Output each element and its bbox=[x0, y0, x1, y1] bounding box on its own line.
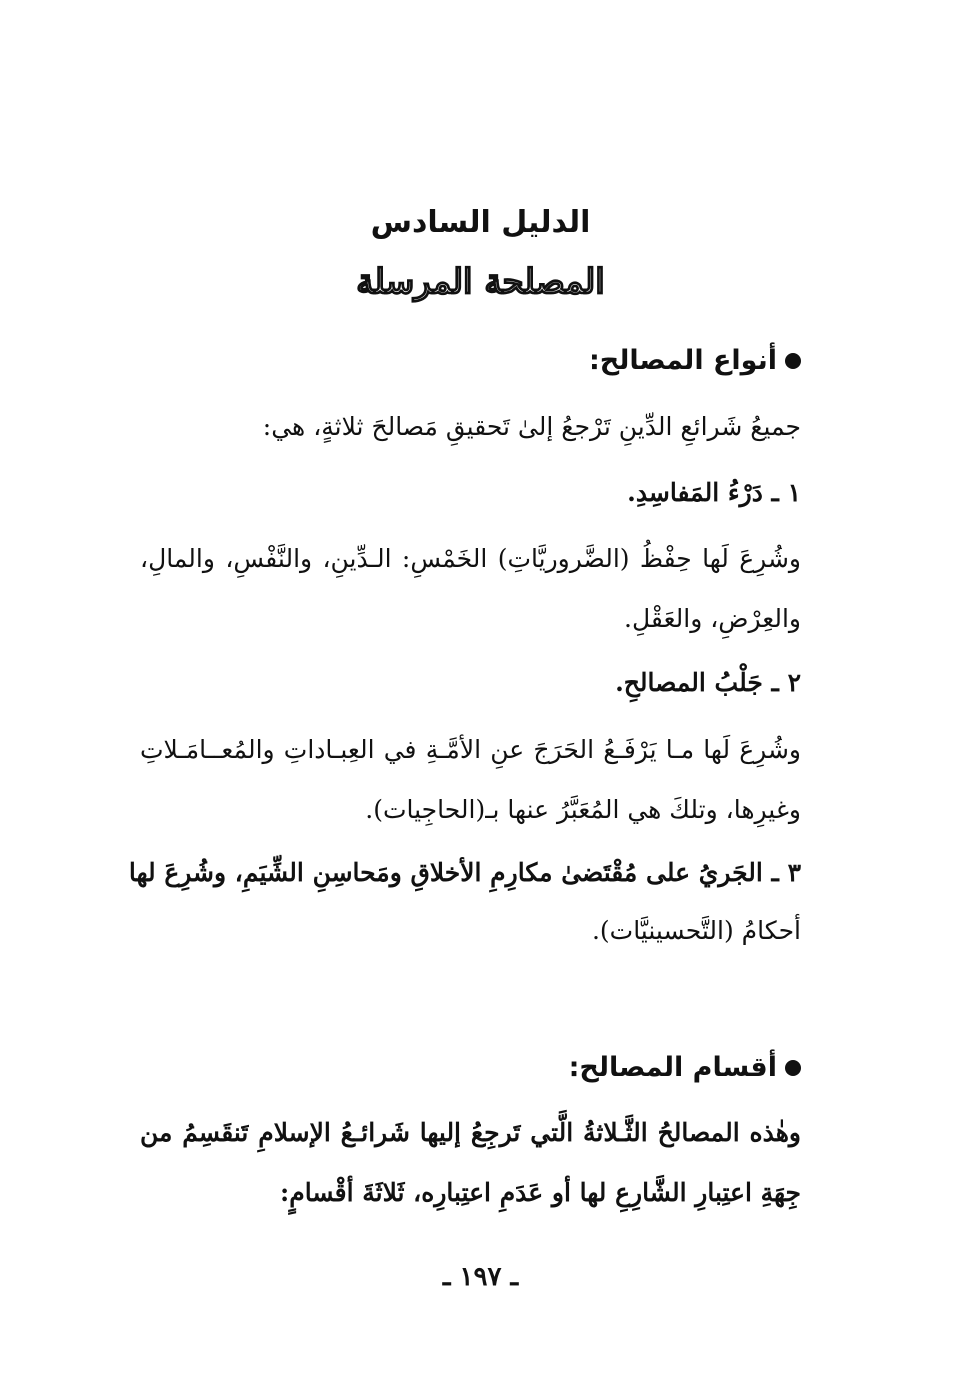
section-heading-types bbox=[589, 345, 801, 376]
item-2-text-line-2: وغيرِها، وتلكَ هي المُعَبَّرُ عنها بـ(الحاجِيات). bbox=[365, 795, 801, 824]
paragraph-intro: جميعُ شَرائعِ الدِّينِ تَرْجعُ إلىٰ تَحقيقِ مَصالحَ ثلاثةٍ، هي: bbox=[262, 412, 801, 441]
item-2-title: ٢ ـ جَلْبُ المصالحِ. bbox=[615, 668, 801, 697]
paragraph-divisions-line-2: جِهَةِ اعتِبارِ الشَّارِعِ لها أو عَدَمِ اعتِبارِه، ثَلاثَةَ أقْسامٍ: bbox=[280, 1178, 801, 1207]
item-2-text-line-1: وشُرِعَ لَها مـا يَرْفَـعُ الحَرَجَ عنِ الأمَّـةِ في العِبـاداتِ والمُعــامَـلاتِ bbox=[140, 735, 801, 764]
item-1-text-line-2: والعِرْضِ، والعَقْلِ. bbox=[624, 604, 801, 633]
item-3-line-2: أحكامُ (التَّحسينيَّات). bbox=[591, 916, 801, 945]
chapter-title: الدليل السادس bbox=[370, 205, 591, 240]
item-1-title: ١ ـ دَرْءُ المَفاسِدِ. bbox=[627, 478, 801, 507]
bullet-icon bbox=[785, 1060, 801, 1076]
bullet-icon bbox=[785, 353, 801, 369]
paragraph-divisions-line-1: وهٰذه المصالحُ الثَّـلاثةُ الَّتي تَرجِعُ إليها شَرائـعُ الإسلامِ تَنقَسِمُ من bbox=[140, 1118, 801, 1147]
item-1-text-line-1: وشُرِعَ لَها حِفْظُ (الضَّروريَّاتِ) الخَمْسِ: الـدِّينِ، والنَّفْسِ، والمالِ، bbox=[140, 544, 801, 573]
chapter-subtitle: المصلحة المرسلة bbox=[356, 262, 605, 302]
section-heading-text: أنواع المصالح: bbox=[588, 345, 777, 376]
item-3-line-1: ٣ ـ الجَريُ على مُقْتَضىٰ مكارِمِ الأخلاقِ ومَحاسِنِ الشِّيَمِ، وشُرِعَ لها bbox=[128, 858, 801, 887]
section-heading-divisions bbox=[569, 1052, 801, 1083]
page-number: ـ ١٩٧ ـ bbox=[442, 1262, 519, 1292]
section-heading-text: أقسام المصالح: bbox=[568, 1052, 777, 1083]
